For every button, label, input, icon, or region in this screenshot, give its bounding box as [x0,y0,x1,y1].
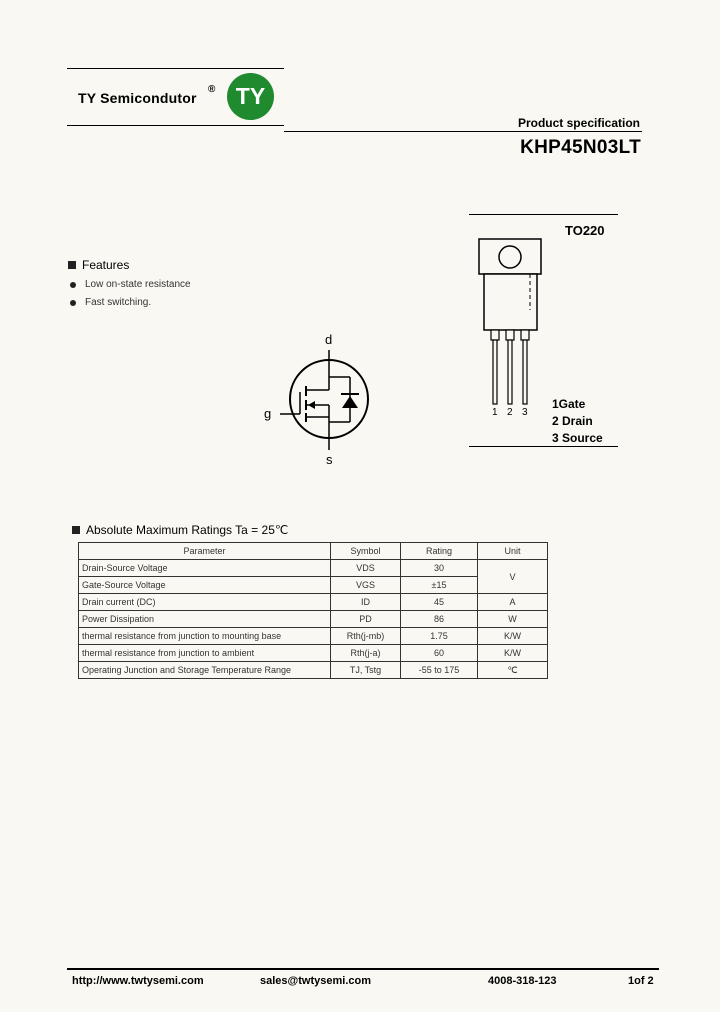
unit-cell: A [478,594,548,611]
column-header: Unit [478,543,548,560]
footer-website-link[interactable]: http://www.twtysemi.com [72,975,204,987]
rating-cell: 45 [401,594,478,611]
ratings-heading [72,523,288,537]
rating-cell: 86 [401,611,478,628]
feature-text: Fast switching. [85,297,152,308]
unit-cell: V [478,560,548,594]
rating-cell: -55 to 175 [401,662,478,679]
package-top-rule [469,214,618,215]
package-name: TO220 [565,223,605,238]
document-type: Product specification [517,116,640,130]
header-top-rule [67,68,284,69]
table-row [79,662,548,679]
table-row [79,628,548,645]
unit-cell: W [478,611,548,628]
gate-label: g [264,406,272,421]
pin-number: 3 [522,407,528,418]
column-header: Rating [401,543,478,560]
symbol-cell: VGS [331,577,401,594]
table-row [79,645,548,662]
header-left-rule [67,125,284,126]
unit-cell: K/W [478,628,548,645]
features-heading [68,258,129,272]
table-row [79,611,548,628]
feature-item [70,279,191,290]
symbol-cell: VDS [331,560,401,577]
square-bullet-icon [68,261,76,269]
table-row [79,594,548,611]
source-label: s [326,452,333,467]
feature-item [70,297,151,308]
parameter-cell: thermal resistance from junction to mounting base [79,628,331,645]
unit-cell: ℃ [478,662,548,679]
symbol-cell: PD [331,611,401,628]
parameter-cell: Power Dissipation [79,611,331,628]
footer-email-link[interactable]: sales@twtysemi.com [260,975,371,987]
company-logo: TY [227,73,274,120]
feature-text: Low on-state resistance [85,279,191,290]
parameter-cell: Gate-Source Voltage [79,577,331,594]
rating-cell: ±15 [401,577,478,594]
footer-rule [67,968,659,970]
part-number: KHP45N03LT [520,137,641,158]
registered-mark: ® [208,84,216,95]
round-bullet-icon [70,282,76,288]
table-row [79,577,548,594]
rating-cell: 60 [401,645,478,662]
drain-label: d [325,332,333,347]
to220-package-icon [478,238,543,406]
company-name: TY Semicondutor [78,90,197,106]
ratings-title: Absolute Maximum Ratings Ta = 25℃ [86,523,289,537]
parameter-cell: thermal resistance from junction to ambient [79,645,331,662]
rating-cell: 1.75 [401,628,478,645]
ratings-table [78,542,548,679]
pin-label-drain: 2 Drain [552,414,593,428]
page-number: 1of 2 [628,975,654,987]
symbol-cell: TJ, Tstg [331,662,401,679]
column-header: Parameter [79,543,331,560]
symbol-cell: ID [331,594,401,611]
pin-number: 1 [492,407,498,418]
round-bullet-icon [70,300,76,306]
package-bottom-rule [469,446,618,447]
mosfet-schematic-icon [280,350,380,450]
parameter-cell: Drain current (DC) [79,594,331,611]
symbol-cell: Rth(j-a) [331,645,401,662]
pin-label-gate: 1Gate [552,397,586,411]
parameter-cell: Operating Junction and Storage Temperature Range [79,662,331,679]
symbol-cell: Rth(j-mb) [331,628,401,645]
footer-phone: 4008-318-123 [488,975,557,987]
parameter-cell: Drain-Source Voltage [79,560,331,577]
features-title: Features [82,258,130,272]
square-bullet-icon [72,526,80,534]
rating-cell: 30 [401,560,478,577]
column-header: Symbol [331,543,401,560]
table-row [79,560,548,577]
table-header-row [79,543,548,560]
unit-cell: K/W [478,645,548,662]
pin-label-source: 3 Source [552,431,603,445]
header-right-rule [284,131,642,132]
pin-number: 2 [507,407,513,418]
